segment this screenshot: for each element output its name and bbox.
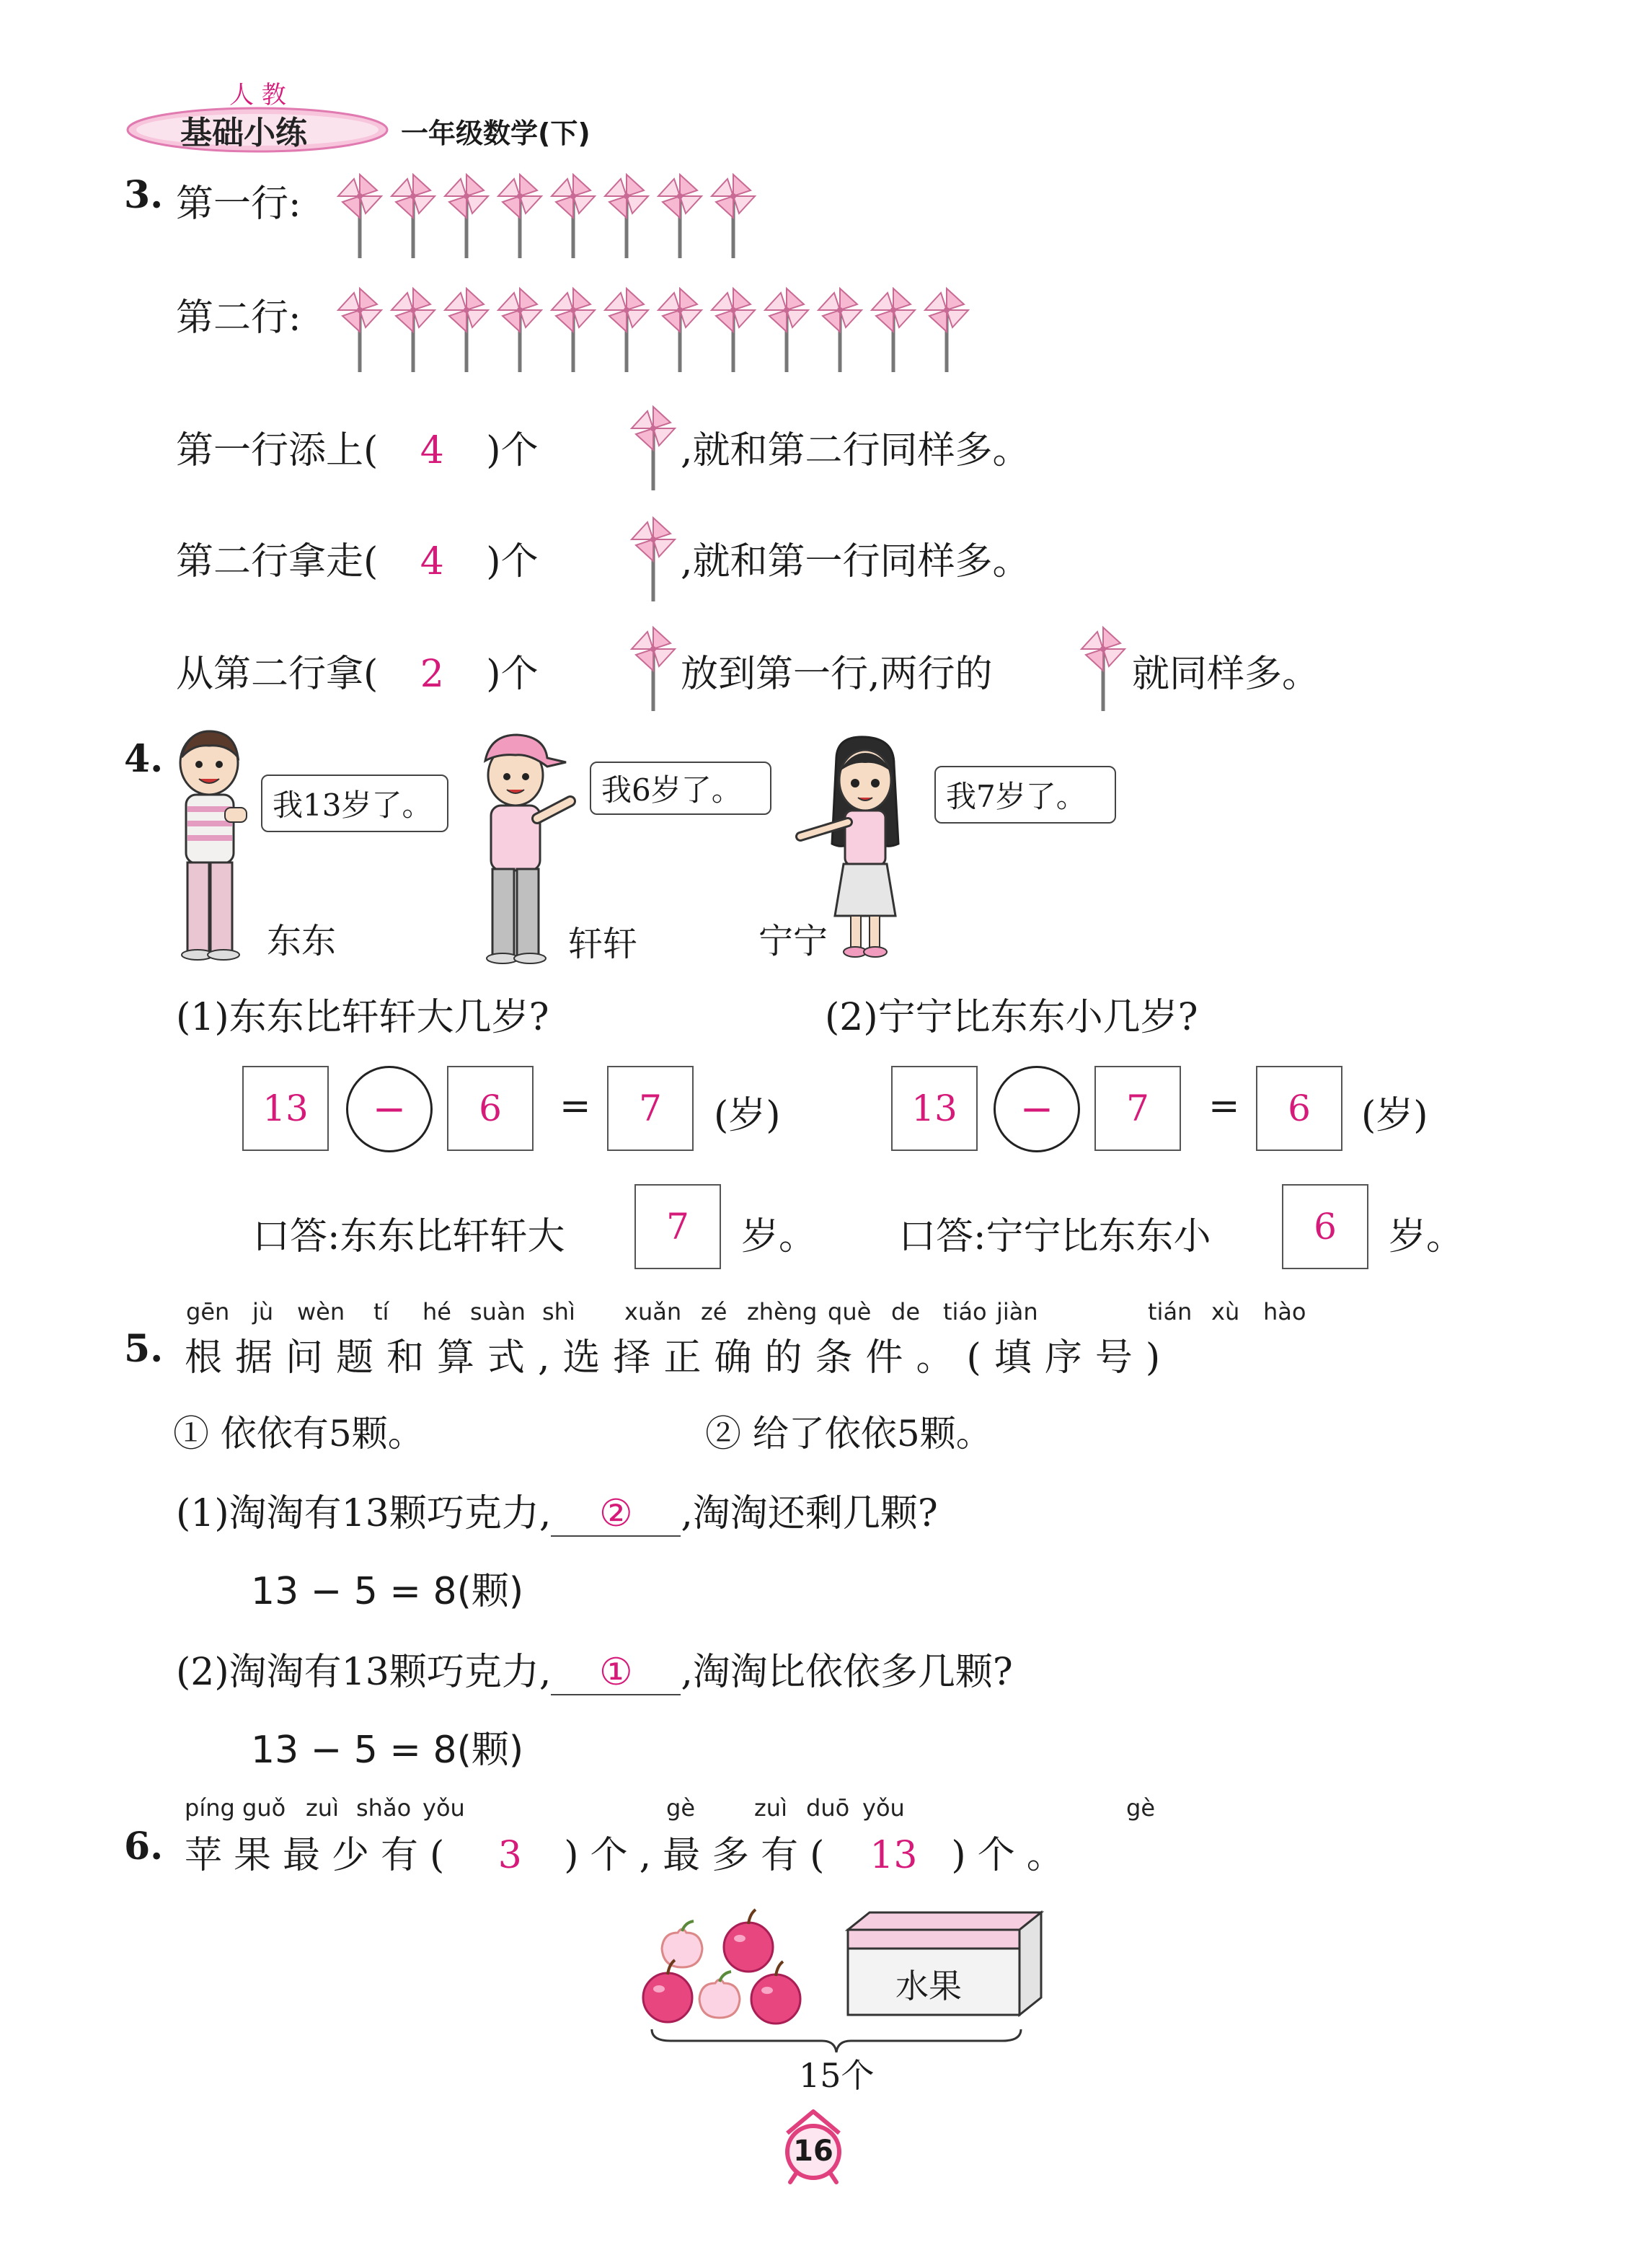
pinyin-syllable: shǎo	[356, 1794, 412, 1822]
q3-line3-pre: 从第二行拿(	[176, 653, 379, 696]
boy-dongdong-illustration	[166, 728, 260, 959]
q5-p1-equation: 13 − 5 = 8(颗)	[251, 1570, 524, 1613]
q3-number: 3.	[124, 173, 164, 217]
q5-p1-pre: (1)淘淘有13颗巧克力,	[176, 1492, 552, 1535]
q4-p1-answer-post: 岁。	[741, 1215, 817, 1258]
page-number: 16	[793, 2135, 833, 2168]
pinyin-syllable: zuì	[754, 1794, 787, 1822]
q3-line3-mid: 放到第一行,两行的	[681, 653, 993, 696]
pinwheel-icon	[624, 404, 682, 490]
q5-p1-line	[176, 1483, 938, 1537]
header-series: 基础小练	[180, 115, 307, 151]
q4-p2-equals: =	[1208, 1085, 1240, 1128]
pinwheel-icon	[707, 172, 760, 258]
pinwheel-icon	[867, 286, 920, 372]
pinwheel-icon	[493, 286, 547, 372]
q4-p2-unit: (岁)	[1361, 1094, 1428, 1137]
header-grade: 一年级数学(下)	[401, 118, 590, 149]
fruit-box-label: 水果	[895, 1967, 962, 2006]
q4-p1-answer-pre: 口答:东东比轩轩大	[252, 1215, 565, 1258]
q3-line2-tail: ,就和第一行同样多。	[681, 540, 1030, 583]
pinyin-syllable: píng	[185, 1794, 235, 1822]
q5-p2-pre: (2)淘淘有13颗巧克力,	[176, 1651, 552, 1694]
pinwheel-icon	[624, 625, 682, 711]
q3-line2-pre: 第二行拿走(	[176, 540, 379, 583]
pinyin-syllable: tiáo	[943, 1298, 987, 1325]
q3-line1-answer: 4	[420, 429, 444, 472]
q4-p2-answer-post: 岁。	[1389, 1215, 1464, 1258]
q5-p2-answer[interactable]: ①	[551, 1651, 681, 1695]
q4-number: 4.	[124, 737, 164, 781]
pinwheel-icon	[333, 286, 386, 372]
q5-p1-post: ,淘淘还剩几颗?	[681, 1492, 938, 1535]
q4-p2-answer-pre: 口答:宁宁比东东小	[898, 1215, 1211, 1258]
boy-xuanxuan-illustration	[472, 732, 573, 963]
q4-p1-answer-box[interactable]: 7	[634, 1184, 721, 1269]
q5-p2-equation: 13 − 5 = 8(颗)	[251, 1729, 524, 1772]
speech-bubble-ningning	[934, 766, 1116, 824]
q4-p2-box-a[interactable]: 13	[891, 1066, 978, 1151]
q4-p1-unit: (岁)	[714, 1094, 781, 1137]
peach-icon	[699, 1972, 740, 2018]
pinyin-syllable: xù	[1211, 1298, 1240, 1325]
fruits-illustration	[634, 1904, 1053, 2034]
q3-line-3	[176, 643, 539, 697]
pinyin-syllable: què	[828, 1298, 872, 1325]
pinyin-syllable: duō	[806, 1794, 850, 1822]
pinyin-syllable: hé	[423, 1298, 451, 1325]
q5-p2-line	[176, 1641, 1013, 1695]
q3-line1-pre: 第一行添上(	[176, 429, 379, 472]
q5-p2-post: ,淘淘比依依多几颗?	[681, 1651, 1013, 1694]
name-xuanxuan: 轩轩	[568, 924, 638, 964]
speech-xuanxuan: 我6岁了。	[601, 772, 742, 808]
pinyin-syllable: jiàn	[996, 1298, 1038, 1325]
q4-p2-box-result[interactable]: 6	[1256, 1066, 1342, 1151]
pinyin-syllable: wèn	[297, 1298, 345, 1325]
pinyin-syllable: yǒu	[423, 1794, 465, 1822]
q6-answer-min[interactable]: 3	[497, 1834, 522, 1877]
pinwheel-icon	[760, 286, 813, 372]
q6-answer-max[interactable]: 13	[870, 1834, 918, 1877]
pinwheel-icon	[333, 172, 386, 258]
pinyin-syllable: suàn	[470, 1298, 526, 1325]
q4-p1-box-b[interactable]: 6	[447, 1066, 534, 1151]
pinyin-syllable: zhèng	[747, 1298, 818, 1325]
speech-bubble-xuanxuan	[590, 762, 771, 815]
pinwheel-icon	[386, 286, 440, 372]
q5-title: 根据问题和算式,选择正确的条件。(填序号)	[185, 1336, 1174, 1380]
pinwheel-icon	[707, 286, 760, 372]
q4-p2-operator-circle[interactable]: −	[994, 1066, 1080, 1152]
pinwheel-icon	[440, 172, 493, 258]
pinyin-syllable: hào	[1263, 1298, 1306, 1325]
q6-line	[185, 1824, 1076, 1879]
q4-p2-box-b[interactable]: 7	[1094, 1066, 1181, 1151]
q3-line1-post: )个	[486, 429, 539, 472]
pinwheel-icon	[813, 286, 867, 372]
q4-p1-box-a[interactable]: 13	[242, 1066, 329, 1151]
q4-p1-equals: =	[559, 1085, 591, 1128]
pinyin-syllable: tí	[373, 1298, 389, 1325]
name-ningning: 宁宁	[758, 921, 828, 961]
speech-ningning: 我7岁了。	[946, 779, 1087, 814]
q5-p1-answer[interactable]: ②	[551, 1492, 681, 1537]
q5-option-2: ② 给了依依5颗。	[705, 1413, 992, 1455]
pinyin-syllable: zé	[701, 1298, 727, 1325]
q6-pre: 苹果最少有(	[185, 1834, 456, 1877]
pinyin-syllable: jù	[252, 1298, 274, 1325]
q3-line2-answer: 4	[420, 540, 444, 583]
name-dongdong: 东东	[267, 921, 337, 961]
q3-line-2	[176, 531, 539, 585]
pinwheel-icon	[600, 286, 653, 372]
q4-p1-question: (1)东东比轩轩大几岁?	[176, 996, 549, 1039]
q6-mid: )个,最多有(	[564, 1834, 836, 1877]
pinwheel-icon	[440, 286, 493, 372]
pinwheel-icon	[653, 172, 707, 258]
pinyin-syllable: tián	[1148, 1298, 1193, 1325]
pinyin-syllable: gēn	[186, 1298, 230, 1325]
q3-line-1	[176, 420, 539, 474]
q3-line3-answer: 2	[420, 653, 444, 696]
q4-p1-operator-circle[interactable]: −	[346, 1066, 433, 1152]
pinyin-syllable: gè	[1126, 1794, 1155, 1822]
speech-bubble-dongdong	[261, 775, 448, 832]
total-label: 15个	[799, 2056, 875, 2095]
q5-number: 5.	[124, 1327, 164, 1371]
q4-p1-box-result[interactable]: 7	[607, 1066, 694, 1151]
q6-number: 6.	[124, 1824, 164, 1868]
pinyin-syllable: de	[891, 1298, 920, 1325]
pinyin-syllable: shì	[542, 1298, 575, 1325]
speech-dongdong: 我13岁了。	[273, 787, 433, 823]
q6-post: )个。	[951, 1834, 1076, 1877]
pinwheel-icon	[493, 172, 547, 258]
pinwheel-icon	[653, 286, 707, 372]
q4-p2-question: (2)宁宁比东东小几岁?	[825, 996, 1198, 1039]
pinyin-syllable: yǒu	[862, 1794, 905, 1822]
pinyin-syllable: gè	[666, 1794, 695, 1822]
header-publisher: 人 教	[229, 81, 286, 110]
q3-row1-label: 第一行:	[176, 182, 301, 226]
pinyin-syllable: guǒ	[242, 1794, 286, 1822]
pinwheel-icon	[600, 172, 653, 258]
q5-option-1: ① 依依有5颗。	[173, 1413, 424, 1455]
q4-p2-answer-box[interactable]: 6	[1282, 1184, 1368, 1269]
pinyin-syllable: xuǎn	[624, 1298, 682, 1325]
pinyin-syllable: zuì	[306, 1794, 339, 1822]
pinwheel-icon	[386, 172, 440, 258]
pinwheel-icon	[547, 172, 600, 258]
apple-icon	[724, 1910, 773, 1972]
apple-icon	[643, 1960, 692, 2022]
q3-line1-tail: ,就和第二行同样多。	[681, 429, 1030, 472]
q3-line2-post: )个	[486, 540, 539, 583]
pinwheel-icon	[547, 286, 600, 372]
q3-line3-tail: 就同样多。	[1132, 653, 1320, 696]
pinwheel-icon	[1074, 625, 1132, 711]
peach-icon	[662, 1921, 702, 1967]
pinwheel-icon	[920, 286, 973, 372]
q3-line3-post: )个	[486, 653, 539, 696]
apple-icon	[751, 1962, 800, 2024]
pinwheel-icon	[624, 515, 682, 601]
q3-row2-label: 第二行:	[176, 296, 301, 340]
